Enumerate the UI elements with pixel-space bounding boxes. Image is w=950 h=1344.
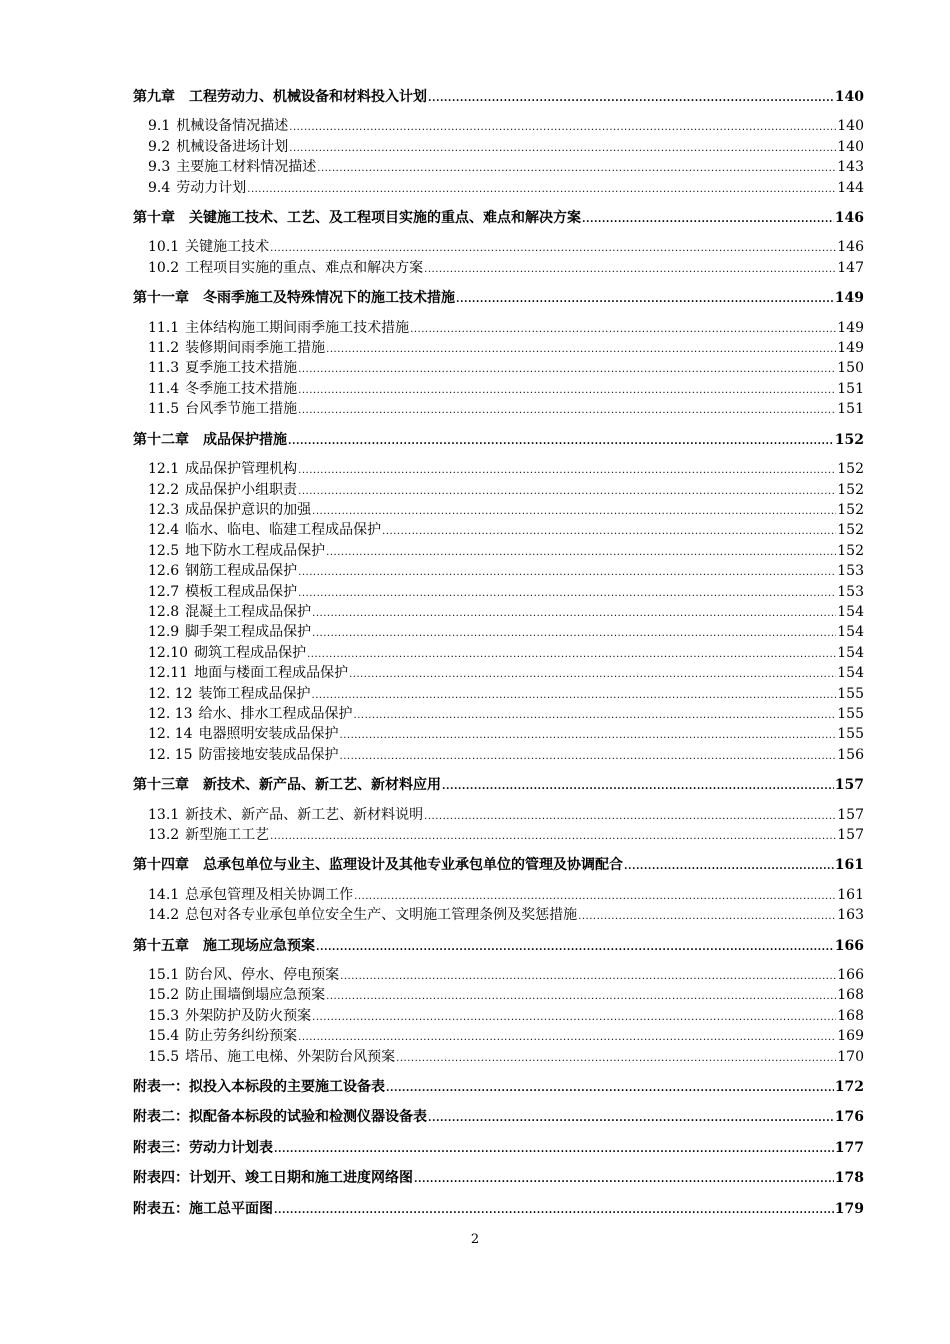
toc-entry-title (148, 339, 325, 358)
toc-entry-text: 新型施工工艺 (185, 827, 270, 843)
dot-leader (456, 290, 834, 309)
toc-section-entry[interactable] (133, 705, 864, 725)
toc-section-entry[interactable] (133, 138, 864, 158)
toc-section-entry[interactable] (133, 1048, 864, 1068)
toc-entry-text: 总包对各专业承包单位安全生产、文明施工管理条例及奖惩措施 (185, 907, 578, 924)
toc-page-number: 147 (837, 259, 864, 276)
toc-entry-text: 钢筋工程成品保护 (185, 563, 298, 580)
dot-leader (288, 432, 834, 451)
dot-leader (396, 1049, 836, 1068)
toc-appendix-entry[interactable] (133, 1078, 864, 1098)
dot-leader (326, 987, 836, 1006)
toc-page-number: 154 (837, 603, 864, 620)
toc-entry-number: 13.1 (148, 806, 180, 823)
dot-leader (428, 1109, 834, 1128)
toc-section-entry[interactable] (133, 746, 864, 766)
toc-entry-title (133, 776, 441, 795)
dot-leader (428, 89, 834, 108)
toc-entry-number: 12.10 (148, 644, 189, 661)
toc-page-number: 157 (834, 777, 864, 794)
page-number: 2 (470, 1232, 480, 1247)
dot-leader (274, 1201, 834, 1220)
dot-leader (307, 645, 836, 664)
toc-entry-title (148, 644, 306, 663)
dot-leader (312, 686, 837, 705)
toc-entry-text: 装修期间雨季施工措施 (185, 340, 326, 357)
dot-leader (410, 320, 836, 339)
toc-section-entry[interactable] (133, 806, 864, 826)
toc-entry-text: 劳动力计划 (176, 179, 247, 196)
toc-entry-title (148, 966, 339, 985)
toc-entry-number: 12.9 (148, 624, 180, 641)
toc-appendix-entry[interactable] (133, 1200, 864, 1220)
toc-section-entry[interactable] (133, 623, 864, 643)
toc-entry-text: 防止围墙倒塌应急预案 (185, 987, 326, 1004)
toc-section-entry[interactable] (133, 380, 864, 400)
dot-leader (298, 1028, 836, 1047)
toc-appendix-entry[interactable] (133, 1169, 864, 1189)
dot-leader (312, 502, 836, 521)
toc-entry-number: 13.2 (148, 827, 180, 843)
toc-page-number: 146 (834, 210, 864, 227)
dot-leader (312, 604, 836, 623)
toc-entry-number: 12. 13 (148, 705, 193, 722)
toc-page-number: 170 (837, 1048, 864, 1065)
toc-page-number: 166 (834, 937, 864, 954)
toc-chapter-entry[interactable] (133, 289, 864, 309)
toc-entry-text: 台风季节施工措施 (185, 401, 298, 418)
toc-section-entry[interactable] (133, 238, 864, 258)
toc-entry-number: 12.5 (148, 542, 180, 559)
toc-entry-text: 地面与楼面工程成品保护 (194, 665, 349, 682)
toc-entry-title (133, 1200, 273, 1219)
toc-entry-title (133, 88, 427, 107)
dot-leader (298, 401, 836, 420)
toc-entry-text: 脚手架工程成品保护 (185, 624, 312, 641)
toc-entry-title (148, 886, 353, 905)
toc-entry-text: 工程项目实施的重点、难点和解决方案 (185, 259, 424, 276)
toc-entry-title (148, 501, 311, 520)
toc-entry-title (133, 289, 455, 308)
toc-entry-number: 15.3 (148, 1007, 180, 1024)
toc-entry-text: 附表五：施工总平面图 (133, 1200, 273, 1217)
dot-leader (298, 381, 836, 400)
toc-entry-title (148, 562, 297, 581)
toc-entry-number: 12.1 (148, 461, 180, 478)
toc-page-number: 154 (837, 644, 864, 661)
dot-leader (442, 777, 834, 796)
toc-page-number: 151 (837, 401, 864, 418)
toc-page-number: 152 (837, 461, 864, 478)
toc-entry-title (148, 521, 381, 540)
toc-page-number: 157 (837, 806, 864, 823)
toc-section-entry[interactable] (133, 644, 864, 664)
toc-entry-text: 机械设备进场计划 (176, 138, 289, 155)
toc-page-number: 149 (834, 290, 864, 307)
dot-leader (298, 360, 836, 379)
toc-section-entry[interactable] (133, 886, 864, 906)
toc-entry-text: 主体结构施工期间雨季施工技术措施 (185, 319, 410, 336)
toc-entry-title (148, 906, 577, 925)
toc-entry-number: 9.2 (148, 138, 171, 155)
toc-entry-number: 第十章 (133, 210, 175, 227)
dot-leader (247, 180, 836, 199)
toc-entry-text: 工程劳动力、机械设备和材料投入计划 (189, 89, 427, 105)
toc-entry-number: 11.3 (148, 360, 180, 377)
toc-page-number: 169 (837, 1028, 864, 1045)
toc-appendix-entry[interactable] (133, 1139, 864, 1159)
toc-entry-title (148, 542, 325, 561)
toc-page-number: 179 (834, 1200, 864, 1217)
toc-entry-title (148, 603, 311, 622)
toc-page-number: 146 (837, 239, 864, 256)
toc-page-number: 168 (837, 1007, 864, 1024)
toc-section-entry[interactable] (133, 1007, 864, 1027)
toc-entry-text: 机械设备情况描述 (176, 118, 289, 135)
toc-section-entry[interactable] (133, 481, 864, 501)
toc-entry-number: 12.2 (148, 481, 180, 498)
toc-entry-title (133, 1139, 273, 1158)
toc-section-entry[interactable] (133, 1027, 864, 1047)
toc-page-number: 161 (834, 857, 864, 874)
dot-leader (289, 118, 836, 137)
toc-chapter-entry[interactable] (133, 776, 864, 796)
dot-leader (349, 665, 836, 684)
toc-page-number: 163 (837, 907, 864, 924)
toc-page-number: 140 (837, 138, 864, 155)
toc-page-number: 177 (834, 1139, 864, 1156)
dot-leader (298, 461, 836, 480)
dot-leader (270, 239, 836, 258)
toc-chapter-entry[interactable] (133, 88, 864, 108)
toc-section-entry[interactable] (133, 583, 864, 603)
toc-section-entry[interactable] (133, 685, 864, 705)
toc-entry-number: 12. 12 (148, 685, 193, 702)
toc-page-number: 176 (834, 1109, 864, 1126)
toc-page-number: 156 (837, 746, 864, 763)
toc-entry-title (133, 1108, 427, 1127)
toc-chapter-entry[interactable] (133, 937, 864, 957)
toc-page-number: 143 (837, 159, 864, 176)
toc-entry-number: 12.11 (148, 665, 189, 682)
toc-page-number: 153 (837, 583, 864, 600)
toc-entry-title (133, 431, 287, 450)
toc-entry-number: 11.5 (148, 401, 180, 418)
dot-leader (340, 726, 837, 745)
toc-entry-title (148, 806, 423, 825)
toc-entry-number: 14.2 (148, 907, 180, 924)
toc-entry-title (148, 319, 409, 338)
toc-section-entry[interactable] (133, 906, 864, 926)
toc-entry-title (148, 460, 297, 479)
toc-page-number: 157 (837, 827, 864, 843)
toc-entry-text: 冬季施工技术措施 (185, 380, 298, 397)
toc-entry-number: 10.1 (148, 239, 180, 256)
toc-entry-text: 关键施工技术、工艺、及工程项目实施的重点、难点和解决方案 (189, 210, 581, 227)
toc-entry-title (148, 664, 348, 683)
toc-entry-title (148, 1027, 297, 1046)
toc-entry-text: 塔吊、施工电梯、外架防台风预案 (185, 1048, 396, 1065)
dot-leader (582, 210, 834, 229)
toc-page-number: 152 (837, 481, 864, 498)
toc-page-number: 168 (837, 987, 864, 1004)
dot-leader (270, 827, 836, 846)
toc-entry-title (133, 856, 623, 875)
toc-section-entry[interactable] (133, 460, 864, 480)
toc-entry-number: 15.1 (148, 967, 180, 984)
toc-section-entry[interactable] (133, 359, 864, 379)
toc-entry-text: 冬雨季施工及特殊情况下的施工技术措施 (203, 290, 455, 307)
dot-leader (424, 260, 836, 279)
toc-appendix-entry[interactable] (133, 1108, 864, 1128)
toc-entry-number: 12.8 (148, 603, 180, 620)
toc-entry-number: 15.2 (148, 987, 180, 1004)
toc-entry-title (148, 179, 246, 198)
toc-entry-title (133, 1078, 385, 1097)
toc-page-number: 154 (837, 624, 864, 641)
toc-entry-text: 夏季施工技术措施 (185, 360, 298, 377)
toc-entry-text: 给水、排水工程成品保护 (198, 705, 353, 722)
toc-entry-text: 附表三：劳动力计划表 (133, 1139, 273, 1156)
toc-section-entry[interactable] (133, 664, 864, 684)
toc-entry-text: 防台风、停水、停电预案 (185, 967, 340, 984)
toc-section-entry[interactable] (133, 400, 864, 420)
toc-section-entry[interactable] (133, 339, 864, 359)
dot-leader (386, 1079, 834, 1098)
toc-entry-title (148, 685, 311, 704)
toc-entry-number: 第九章 (133, 89, 175, 105)
dot-leader (312, 1008, 836, 1027)
toc-entry-text: 砌筑工程成品保护 (194, 644, 307, 661)
toc-entry-number: 第十五章 (133, 937, 189, 954)
toc-entry-title (148, 1007, 311, 1026)
toc-entry-text: 附表一：拟投入本标段的主要施工设备表 (133, 1079, 385, 1096)
toc-entry-title (148, 746, 339, 765)
toc-entry-title (148, 138, 288, 157)
toc-entry-title (133, 1169, 413, 1188)
dot-leader (317, 159, 836, 178)
toc-page-number: 172 (834, 1079, 864, 1096)
toc-entry-title (148, 400, 297, 419)
toc-entry-title (148, 623, 311, 642)
toc-entry-title (148, 259, 423, 278)
toc-section-entry[interactable] (133, 562, 864, 582)
toc-page-number: 153 (837, 563, 864, 580)
dot-leader (326, 543, 836, 562)
dot-leader (274, 1140, 834, 1159)
toc-entry-title (148, 117, 288, 136)
toc-entry-number: 12.4 (148, 522, 180, 539)
toc-entry-text: 成品保护小组职责 (185, 481, 298, 498)
toc-chapter-entry[interactable] (133, 209, 864, 229)
toc-entry-title (148, 583, 297, 602)
toc-entry-number: 第十三章 (133, 777, 189, 794)
toc-entry-number: 9.3 (148, 159, 171, 176)
toc-page-number: 178 (834, 1170, 864, 1187)
dot-leader (578, 907, 836, 926)
toc-entry-title (148, 1048, 395, 1067)
toc-entry-text: 电器照明安装成品保护 (198, 726, 339, 743)
toc-entry-title (148, 705, 353, 724)
toc-entry-number: 第十二章 (133, 431, 189, 448)
toc-entry-number: 15.5 (148, 1048, 180, 1065)
toc-section-entry[interactable] (133, 117, 864, 137)
toc-section-entry[interactable] (133, 179, 864, 199)
toc-entry-text: 总承包单位与业主、监理设计及其他专业承包单位的管理及协调配合 (203, 857, 623, 874)
toc-page-number: 155 (837, 726, 864, 743)
toc-entry-title (148, 359, 297, 378)
toc-entry-number: 12.7 (148, 583, 180, 600)
dot-leader (326, 340, 836, 359)
toc-entry-number: 12.6 (148, 563, 180, 580)
dot-leader (624, 857, 834, 876)
toc-chapter-entry[interactable] (133, 856, 864, 876)
toc-entry-title (148, 826, 269, 845)
toc-entry-number: 9.4 (148, 179, 171, 196)
toc-page-number: 149 (837, 319, 864, 336)
dot-leader (316, 938, 834, 957)
toc-entry-text: 主要施工材料情况描述 (176, 159, 317, 176)
toc-entry-text: 混凝土工程成品保护 (185, 603, 312, 620)
toc-page-number: 140 (834, 89, 864, 105)
toc-entry-text: 临水、临电、临建工程成品保护 (185, 522, 382, 539)
toc-section-entry[interactable] (133, 319, 864, 339)
toc-entry-text: 关键施工技术 (185, 239, 270, 256)
toc-entry-text: 外架防护及防火预案 (185, 1007, 312, 1024)
toc-entry-number: 11.1 (148, 319, 180, 336)
toc-entry-text: 模板工程成品保护 (185, 583, 298, 600)
toc-page-number: 151 (837, 380, 864, 397)
toc-page-number: 155 (837, 685, 864, 702)
toc-section-entry[interactable] (133, 501, 864, 521)
toc-page-number: 161 (837, 886, 864, 903)
toc-page-number: 152 (834, 431, 864, 448)
toc-entry-title (148, 158, 316, 177)
toc-entry-number: 第十一章 (133, 290, 189, 307)
toc-section-entry[interactable] (133, 986, 864, 1006)
toc-entry-text: 施工现场应急预案 (203, 937, 315, 954)
toc-section-entry[interactable] (133, 725, 864, 745)
toc-entry-title (133, 209, 581, 228)
toc-section-entry[interactable] (133, 826, 864, 846)
toc-entry-number: 9.1 (148, 118, 171, 135)
toc-section-entry[interactable] (133, 966, 864, 986)
toc-entry-text: 成品保护措施 (203, 431, 287, 448)
toc-entry-text: 地下防水工程成品保护 (185, 542, 326, 559)
toc-page-number: 144 (837, 179, 864, 196)
toc-page-number: 152 (837, 522, 864, 539)
toc-entry-title (148, 986, 325, 1005)
toc-entry-number: 第十四章 (133, 857, 189, 874)
toc-entry-number: 10.2 (148, 259, 180, 276)
toc-entry-text: 成品保护意识的加强 (185, 501, 312, 518)
toc-entry-title (133, 937, 315, 956)
dot-leader (340, 967, 836, 986)
toc-entry-text: 防雷接地安装成品保护 (198, 746, 339, 763)
table-of-contents (133, 88, 864, 1220)
dot-leader (298, 563, 836, 582)
toc-entry-number: 12.3 (148, 501, 180, 518)
toc-page-number: 140 (837, 118, 864, 135)
toc-page-number: 150 (837, 360, 864, 377)
dot-leader (414, 1170, 834, 1189)
toc-entry-number: 11.2 (148, 340, 180, 357)
toc-entry-text: 附表二：拟配备本标段的试验和检测仪器设备表 (133, 1109, 427, 1126)
toc-entry-text: 防止劳务纠纷预案 (185, 1028, 298, 1045)
toc-entry-number: 15.4 (148, 1028, 180, 1045)
toc-section-entry[interactable] (133, 521, 864, 541)
toc-entry-text: 总承包管理及相关协调工作 (185, 886, 354, 903)
dot-leader (340, 747, 837, 766)
dot-leader (424, 807, 836, 826)
toc-entry-number: 11.4 (148, 380, 180, 397)
toc-entry-text: 装饰工程成品保护 (198, 685, 311, 702)
dot-leader (354, 887, 836, 906)
toc-page-number: 155 (837, 705, 864, 722)
toc-entry-title (148, 725, 339, 744)
toc-section-entry[interactable] (133, 542, 864, 562)
dot-leader (298, 584, 836, 603)
toc-entry-text: 新技术、新产品、新工艺、新材料说明 (185, 806, 424, 823)
dot-leader (298, 482, 836, 501)
dot-leader (354, 706, 837, 725)
toc-entry-number: 14.1 (148, 886, 180, 903)
toc-section-entry[interactable] (133, 259, 864, 279)
dot-leader (312, 624, 836, 643)
toc-page-number: 149 (837, 340, 864, 357)
toc-entry-title (148, 380, 297, 399)
toc-page-number: 154 (837, 665, 864, 682)
toc-section-entry[interactable] (133, 158, 864, 178)
toc-entry-text: 附表四：计划开、竣工日期和施工进度网络图 (133, 1170, 413, 1187)
toc-entry-number: 12. 14 (148, 726, 193, 743)
dot-leader (289, 139, 836, 158)
toc-entry-title (148, 238, 269, 257)
toc-page-number: 152 (837, 501, 864, 518)
dot-leader (382, 522, 836, 541)
toc-entry-text: 新技术、新产品、新工艺、新材料应用 (203, 777, 441, 794)
toc-entry-number: 12. 15 (148, 746, 193, 763)
toc-page-number: 166 (837, 967, 864, 984)
toc-chapter-entry[interactable] (133, 431, 864, 451)
toc-entry-title (148, 481, 297, 500)
toc-page-number: 152 (837, 542, 864, 559)
toc-section-entry[interactable] (133, 603, 864, 623)
toc-entry-text: 成品保护管理机构 (185, 461, 298, 478)
